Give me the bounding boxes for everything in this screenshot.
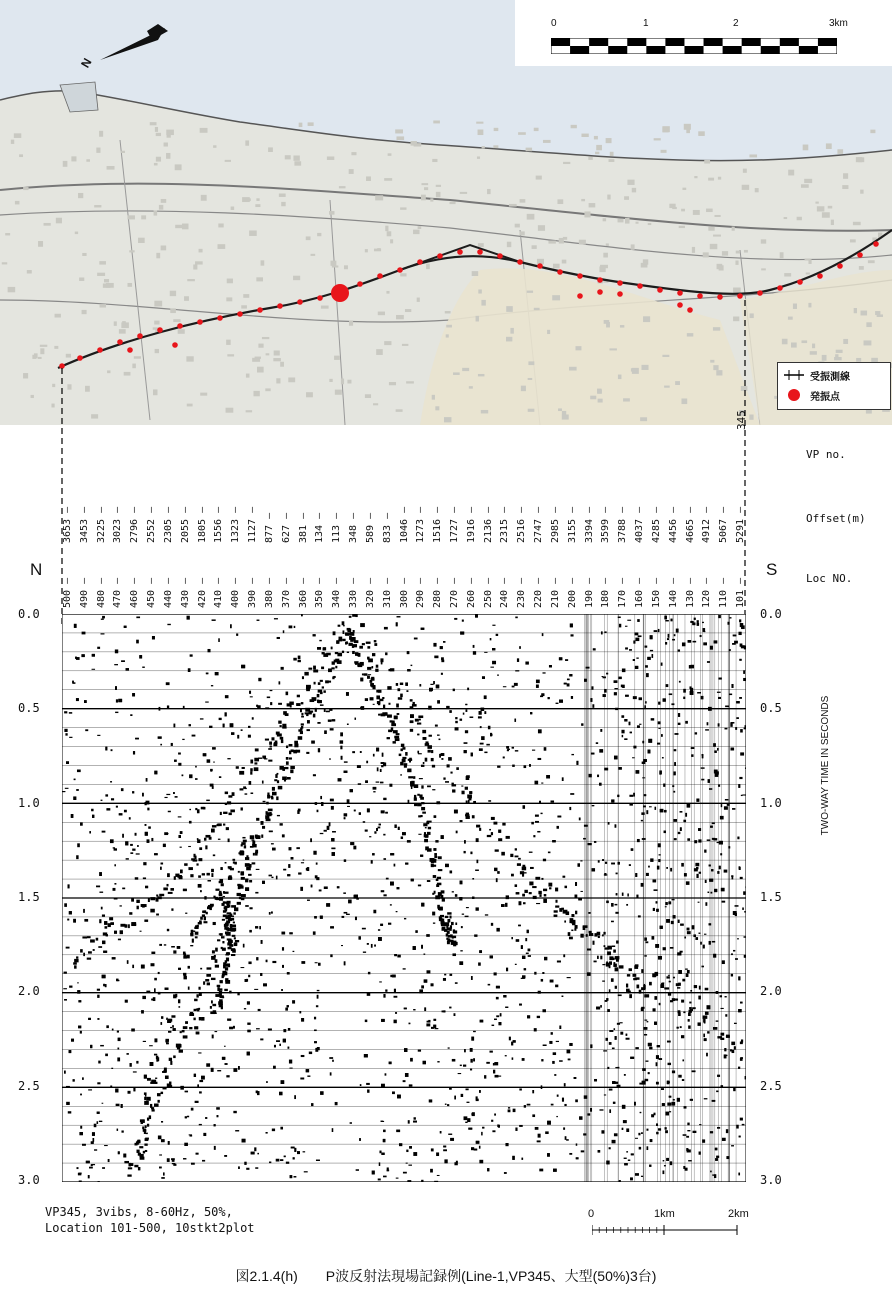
offset-label: 1805 —: [196, 506, 208, 543]
legend-label: 発振点: [810, 391, 840, 403]
offset-label: 1516 —: [432, 506, 444, 543]
loc-label: 310 —: [381, 577, 393, 608]
loc-label: 101 —: [735, 577, 746, 608]
loc-label: 220 —: [533, 577, 545, 608]
loc-label: 170 —: [617, 577, 629, 608]
offset-label: 113 —: [331, 512, 343, 543]
bottom-scale-tick-2: 2km: [728, 1208, 749, 1220]
bottom-scale-tick-1: 1km: [654, 1208, 675, 1220]
offset-label: 2315 —: [499, 506, 511, 543]
loc-label: 370 —: [280, 577, 292, 608]
offset-label: 3788 —: [617, 506, 629, 543]
time-tick-label: 2.5: [18, 1078, 40, 1093]
loc-label: 240 —: [499, 577, 511, 608]
loc-label: 300 —: [398, 577, 410, 608]
offset-label: 4037 —: [634, 506, 646, 543]
scale-tick-0: 0: [551, 18, 557, 29]
offset-label: 3023 —: [112, 506, 124, 543]
loc-label: 380 —: [263, 577, 275, 608]
time-tick-label: 2.0: [760, 984, 782, 999]
loc-label: 430 —: [179, 577, 191, 608]
offset-label: 2516 —: [516, 506, 528, 543]
offset-label: 2985 —: [549, 506, 561, 543]
offset-label: 4912 —: [701, 506, 713, 543]
time-tick-label: 0.5: [18, 701, 40, 716]
offset-label: 5291 —: [735, 506, 746, 543]
loc-label: 460 —: [129, 577, 141, 608]
offset-label: 3599 —: [600, 506, 612, 543]
offset-label: 4285 —: [650, 506, 662, 543]
offset-label: 1046 —: [398, 506, 410, 543]
loc-label: 260 —: [465, 577, 477, 608]
loc-label: 120 —: [701, 577, 713, 608]
loc-label: 180 —: [600, 577, 612, 608]
loc-label: 420 —: [196, 577, 208, 608]
loc-label: 320 —: [364, 577, 376, 608]
loc-label: 440 —: [162, 577, 174, 608]
loc-label: 390 —: [247, 577, 259, 608]
offset-label: 3653 —: [62, 506, 73, 543]
time-tick-label: 2.5: [760, 1078, 782, 1093]
time-tick-label: 3.0: [18, 1173, 40, 1187]
loc-label: 480 —: [95, 577, 107, 608]
offset-label: 1323 —: [230, 506, 242, 543]
offset-label: 134 —: [314, 512, 326, 543]
loc-label: 330 —: [348, 577, 360, 608]
offset-label: 381 —: [297, 512, 309, 543]
loc-label: 470 —: [112, 577, 124, 608]
offset-row-label: Offset(m): [806, 512, 866, 525]
time-tick-label: 0.5: [760, 701, 782, 716]
scale-tick-1: 1: [643, 18, 649, 29]
offset-label: 3453 —: [78, 506, 90, 543]
offset-label: 1127 —: [247, 506, 259, 543]
bottom-scale-bar: [592, 1224, 742, 1236]
loc-label: 340 —: [331, 577, 343, 608]
offset-label: 3155 —: [566, 506, 578, 543]
loc-label: 250 —: [482, 577, 494, 608]
offset-label: 4456 —: [667, 506, 679, 543]
south-side-label: S: [766, 560, 778, 579]
loc-label: 450 —: [146, 577, 158, 608]
offset-label: 1273 —: [415, 506, 427, 543]
time-tick-label: 0.0: [760, 607, 782, 621]
loc-label: 110 —: [718, 577, 730, 608]
offset-label: 1727 —: [448, 506, 460, 543]
loc-label: 280 —: [432, 577, 444, 608]
offset-label: 3394 —: [583, 506, 595, 543]
offset-label: 348 —: [348, 512, 360, 543]
offset-label: 5067 —: [718, 506, 730, 543]
offset-label: 589 —: [364, 512, 376, 543]
acquisition-info-line-1: VP345, 3vibs, 8-60Hz, 50%,: [45, 1205, 233, 1219]
offset-label: 2796 —: [129, 506, 141, 543]
time-tick-label: 1.0: [18, 795, 40, 810]
loc-label: 490 —: [78, 577, 90, 608]
legend-label: 受振測線: [810, 371, 850, 383]
loc-label: 400 —: [230, 577, 242, 608]
vp-row-label: VP no.: [806, 448, 846, 461]
offset-label: 877 —: [263, 512, 275, 543]
time-tick-label: 1.5: [18, 890, 40, 904]
offset-label: 1916 —: [465, 506, 477, 543]
time-tick-label: 0.0: [18, 607, 40, 621]
offset-label: 2747 —: [533, 506, 545, 543]
loc-label: 210 —: [549, 577, 561, 608]
offset-label: 4665 —: [684, 506, 696, 543]
offset-label: 2305 —: [162, 506, 174, 543]
loc-label: 160 —: [634, 577, 646, 608]
loc-label: 270 —: [448, 577, 460, 608]
loc-label: 500 —: [62, 577, 73, 608]
offset-label: 833 —: [381, 512, 393, 543]
offset-label: 1556 —: [213, 506, 225, 543]
offset-label: 2552 —: [146, 506, 158, 543]
loc-label: 150 —: [650, 577, 662, 608]
loc-label: 200 —: [566, 577, 578, 608]
figure-caption: 図2.1.4(h) P波反射法現場記録例(Line-1,VP345、大型(50%)3台): [235, 1268, 657, 1284]
time-axis-title: TWO-WAY TIME IN SECONDS: [820, 695, 831, 836]
loc-label: 230 —: [516, 577, 528, 608]
loc-label: 190 —: [583, 577, 595, 608]
loc-label: 350 —: [314, 577, 326, 608]
time-tick-label: 2.0: [18, 984, 40, 999]
acquisition-info-line-2: Location 101-500, 10stkt2plot: [45, 1221, 255, 1235]
vp-marker-label: 345: [735, 410, 748, 430]
scale-tick-2: 2: [733, 18, 739, 29]
loc-row-label: Loc NO.: [806, 572, 853, 585]
scale-tick-3: 3km: [829, 18, 848, 29]
loc-label: 360 —: [297, 577, 309, 608]
loc-label: 290 —: [415, 577, 427, 608]
offset-label: 2136 —: [482, 506, 494, 543]
offset-label: 2055 —: [179, 506, 191, 543]
loc-label: 130 —: [684, 577, 696, 608]
offset-label: 3225 —: [95, 506, 107, 543]
north-side-label: N: [30, 560, 43, 579]
time-tick-label: 1.5: [760, 890, 782, 904]
loc-label: 140 —: [667, 577, 679, 608]
bottom-scale-tick-0: 0: [588, 1208, 595, 1220]
north-label: N: [78, 55, 95, 71]
time-tick-label: 1.0: [760, 795, 782, 810]
seismic-shot-record: [62, 614, 746, 1182]
offset-label: 627 —: [280, 512, 292, 543]
loc-label: 410 —: [213, 577, 225, 608]
time-tick-label: 3.0: [760, 1173, 782, 1187]
